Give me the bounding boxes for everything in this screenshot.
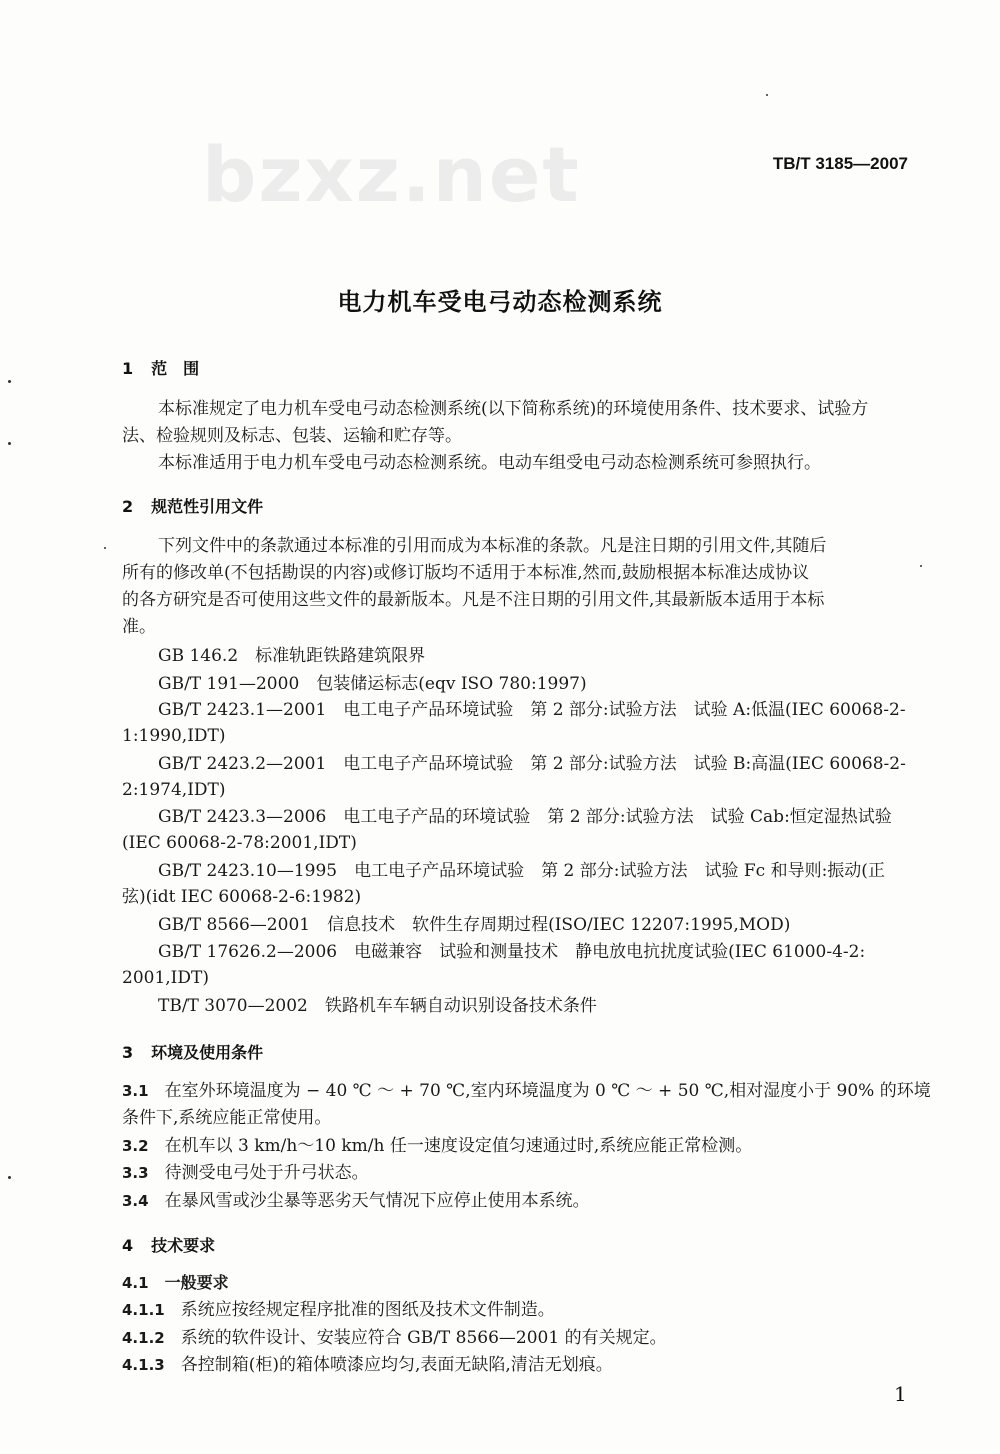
- watermark: bzxz.net: [202, 130, 581, 219]
- reference-item-continued: 弦)(idt IEC 60068-2-6:1982): [122, 887, 362, 907]
- reference-item: GB/T 191—2000 包装储运标志(eqv ISO 780:1997): [158, 674, 587, 694]
- scan-speck: [920, 565, 922, 567]
- reference-item-continued: (IEC 60068-2-78:2001,IDT): [122, 833, 357, 853]
- reference-item: GB 146.2 标准轨距铁路建筑限界: [158, 646, 426, 666]
- subsection-4-1-heading: [122, 1272, 229, 1294]
- clause-text: 在室外环境温度为 − 40 ℃ ～ + 70 ℃,室内环境温度为 0 ℃ ～ + 50 ℃,相对湿度小于 90% 的环境: [164, 1081, 931, 1101]
- clause-number: 4.1.2: [122, 1329, 165, 1347]
- paragraph-line: 本标准规定了电力机车受电弓动态检测系统(以下简称系统)的环境使用条件、技术要求、试验方: [158, 399, 869, 419]
- page-number: 1: [894, 1382, 907, 1406]
- clause-number: 3.3: [122, 1164, 149, 1182]
- reference-item: GB/T 2423.2—2001 电工电子产品环境试验 第 2 部分:试验方法 试验 B:高温(IEC 60068-2-: [158, 754, 906, 774]
- clause-text: 在机车以 3 km/h～10 km/h 任一速度设定值匀速通过时,系统应能正常检测。: [164, 1136, 753, 1156]
- subsection-title: 一般要求: [164, 1273, 229, 1292]
- clause-number: 4.1: [122, 1274, 149, 1292]
- paragraph-line: 的各方研究是否可使用这些文件的最新版本。凡是不注日期的引用文件,其最新版本适用于本标: [122, 590, 825, 610]
- clause-4-1-2: [122, 1327, 667, 1349]
- clause-number: 4.1.3: [122, 1356, 165, 1374]
- paragraph-line: 法、检验规则及标志、包装、运输和贮存等。: [122, 426, 462, 446]
- reference-item-continued: 1:1990,IDT): [122, 726, 226, 746]
- reference-item: GB/T 8566—2001 信息技术 软件生存周期过程(ISO/IEC 12207:1995,MOD): [158, 915, 791, 935]
- scan-speck: [8, 442, 11, 445]
- paragraph-line: 准。: [122, 617, 156, 637]
- clause-3-3: [122, 1162, 369, 1184]
- reference-item: GB/T 17626.2—2006 电磁兼容 试验和测量技术 静电放电抗扰度试验(IEC 61000-4-2:: [158, 942, 866, 962]
- clause-text: 待测受电弓处于升弓状态。: [164, 1163, 369, 1183]
- paragraph-line: 所有的修改单(不包括勘误的内容)或修订版均不适用于本标准,然而,鼓励根据本标准达成协议: [122, 563, 810, 583]
- section-title: 技术要求: [151, 1236, 216, 1255]
- clause-text: 系统的软件设计、安装应符合 GB/T 8566—2001 的有关规定。: [180, 1328, 667, 1348]
- document-title: 电力机车受电弓动态检测系统: [337, 288, 663, 316]
- standard-number: TB/T 3185—2007: [772, 154, 908, 173]
- clause-3-1: [122, 1080, 931, 1102]
- reference-item: GB/T 2423.10—1995 电工电子产品环境试验 第 2 部分:试验方法 试验 Fc 和导则:振动(正: [158, 861, 885, 881]
- scan-speck: [8, 380, 11, 383]
- section-number: 4: [122, 1236, 134, 1255]
- section-number: 2: [122, 497, 134, 516]
- clause-number: 3.2: [122, 1137, 149, 1155]
- scan-speck: [766, 94, 768, 96]
- section-number: 3: [122, 1043, 134, 1062]
- scan-speck: [8, 1176, 11, 1179]
- reference-item-continued: 2001,IDT): [122, 968, 209, 988]
- section-title: 规范性引用文件: [151, 497, 264, 516]
- paragraph-line: 条件下,系统应能正常使用。: [122, 1108, 332, 1128]
- clause-3-2: [122, 1135, 752, 1157]
- reference-item: TB/T 3070—2002 铁路机车车辆自动识别设备技术条件: [158, 996, 597, 1016]
- reference-item: GB/T 2423.1—2001 电工电子产品环境试验 第 2 部分:试验方法 试验 A:低温(IEC 60068-2-: [158, 700, 906, 720]
- paragraph-line: 本标准适用于电力机车受电弓动态检测系统。电动车组受电弓动态检测系统可参照执行。: [158, 453, 821, 473]
- section-1-heading: [122, 356, 199, 379]
- section-title: 范 围: [151, 359, 200, 378]
- clause-3-4: [122, 1190, 590, 1212]
- clause-text: 各控制箱(柜)的箱体喷漆应均匀,表面无缺陷,清洁无划痕。: [180, 1355, 613, 1375]
- section-title: 环境及使用条件: [151, 1043, 264, 1062]
- section-4-heading: [122, 1233, 215, 1256]
- section-2-heading: [122, 494, 263, 517]
- reference-item-continued: 2:1974,IDT): [122, 780, 226, 800]
- scan-speck: [104, 547, 106, 549]
- clause-number: 4.1.1: [122, 1301, 165, 1319]
- clause-text: 系统应按经规定程序批准的图纸及技术文件制造。: [180, 1300, 555, 1320]
- clause-text: 在暴风雪或沙尘暴等恶劣天气情况下应停止使用本系统。: [164, 1191, 590, 1211]
- reference-item: GB/T 2423.3—2006 电工电子产品的环境试验 第 2 部分:试验方法 试验 Cab:恒定湿热试验: [158, 807, 892, 827]
- clause-number: 3.1: [122, 1082, 149, 1100]
- clause-4-1-1: [122, 1299, 555, 1321]
- section-3-heading: [122, 1040, 263, 1063]
- paragraph-line: 下列文件中的条款通过本标准的引用而成为本标准的条款。凡是注日期的引用文件,其随后: [158, 536, 827, 556]
- clause-4-1-3: [122, 1354, 613, 1376]
- section-number: 1: [122, 359, 134, 378]
- clause-number: 3.4: [122, 1192, 149, 1210]
